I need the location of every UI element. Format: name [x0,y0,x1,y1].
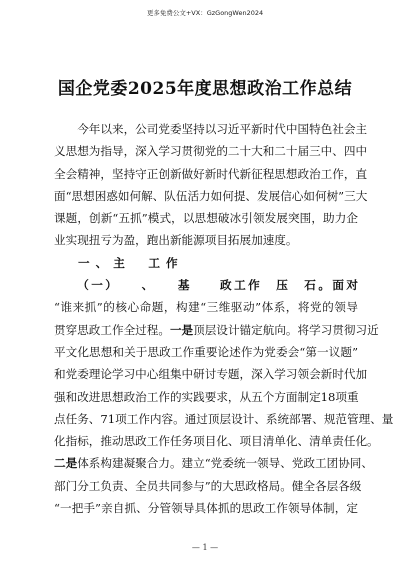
page-number: — 1 — [191,543,219,552]
paragraph-line: 全会精神，坚持守正创新做好新时代新征程思想政治工作，直 [54,166,368,181]
paragraph-text: 体系构建凝聚合力。建立“党委统一领导、党政工团协同、 [77,456,373,471]
bold-lead: 一是 [169,322,194,337]
paragraph-line: 化指标，推动思政工作任务项目化、项目清单化、清单责任化。 [54,434,379,449]
paragraph-line: “谁来抓”的核心命题，构建“三维驱动”体系，将党的领导 [54,300,358,315]
paragraph-line: 平文化思想和关于思政工作重要论述作为党委会“第一议题” [54,344,358,359]
paragraph-line [54,319,379,341]
paragraph-line [54,452,373,474]
paragraph-line: “一把手”亲自抓、分管领导具体抓的思政工作领导体制，定 [54,501,358,516]
paragraph-line: 义思想为指导，深入学习贯彻党的二十大和二十届三中、四中 [54,144,368,159]
paragraph-line: 今年以来，公司党委坚持以习近平新时代中国特色社会主 [77,122,368,136]
section-heading: 一、主 工作 [78,255,184,270]
paragraph-text: 贯穿思政工作全过程。 [54,322,170,337]
paragraph-text: 顶层设计锚定航向。将学习贯彻习近 [193,322,379,337]
subsection-heading: （一） 、 基 政工作 压 石。面对 [77,278,358,293]
paragraph-line: 课题，创新“五抓”模式，以思想破冰引领发展突围，助力企 [54,211,358,226]
paragraph-line: 点任务、71项工作内容。通过顶层设计、系统部署、规范管理、量 [54,411,394,426]
paragraph-line: 部门分工负责、全员共同参与”的大思政格局。健全各层各级 [54,478,362,493]
document-title: 国企党委2025年度思想政治工作总结 [57,79,353,99]
paragraph-line: 强和改进思想政治工作的实践要求，从五个方面制定18项重 [54,389,359,404]
paragraph-line: 业实现扭亏为盈，跑出新能源项目拓展加速度。 [54,233,298,248]
paragraph-line: 和党委理论学习中心组集中研讨专题，深入学习领会新时代加 [54,367,368,382]
document-body [54,118,394,519]
watermark-text: 更多免费公文+VX：GzGongWen2024 [146,9,264,17]
bold-lead: 二是 [54,456,78,471]
paragraph-line: 面“思想困惑如何解、队伍活力如何提、发展信心如何树”三大 [54,188,368,203]
